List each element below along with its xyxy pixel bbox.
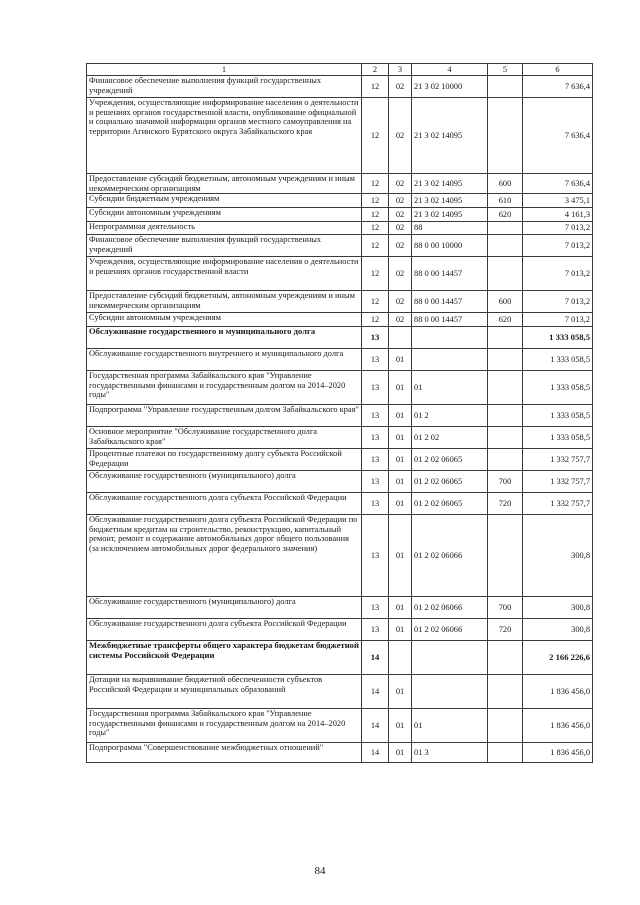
row-c6-cell: 1 836 456,0 [523,709,593,743]
row-c4-cell: 88 [412,222,488,235]
row-c2-cell: 13 [362,371,389,405]
row-c5-cell [488,515,523,597]
row-c6-cell: 1 836 456,0 [523,675,593,709]
row-c2-cell: 13 [362,597,389,619]
row-c6-cell: 1 332 757,7 [523,449,593,471]
row-c3-cell: 02 [389,313,412,327]
row-c6-cell: 1 333 058,5 [523,427,593,449]
row-c6-cell: 1 332 757,7 [523,471,593,493]
row-c3-cell: 01 [389,743,412,763]
table-row [87,493,593,515]
row-c5-cell [488,371,523,405]
row-c3-cell: 02 [389,174,412,194]
row-c5-cell [488,98,523,174]
table-row [87,76,593,98]
budget-table-sheet [86,63,592,763]
table-row [87,194,593,208]
row-c3-cell: 02 [389,235,412,257]
row-c2-cell: 12 [362,76,389,98]
row-c3-cell: 01 [389,449,412,471]
row-c5-cell: 700 [488,597,523,619]
row-c2-cell: 13 [362,349,389,371]
row-label-cell: Подпрограмма "Управление государственным долгом Забайкальского края" [87,405,362,427]
page-number: 84 [314,865,326,877]
row-c4-cell: 88 0 00 14457 [412,257,488,291]
row-label-cell: Предоставление субсидий бюджетным, автономным учреждениям и иным некоммерческим организациям [87,174,362,194]
row-c4-cell: 01 2 02 06065 [412,471,488,493]
row-c5-cell [488,641,523,675]
row-c6-cell: 1 333 058,5 [523,405,593,427]
table-row [87,619,593,641]
row-c3-cell: 02 [389,98,412,174]
row-c3-cell: 01 [389,619,412,641]
row-c5-cell: 720 [488,619,523,641]
row-c5-cell [488,222,523,235]
row-c4-cell: 01 2 02 06065 [412,449,488,471]
row-c4-cell [412,349,488,371]
row-c6-cell: 7 636,4 [523,76,593,98]
row-c2-cell: 12 [362,291,389,313]
row-c2-cell: 14 [362,641,389,675]
row-c5-cell [488,427,523,449]
row-c3-cell: 02 [389,194,412,208]
row-c3-cell [389,327,412,349]
row-c6-cell: 7 636,4 [523,98,593,174]
row-c3-cell: 02 [389,208,412,222]
row-label-cell: Государственная программа Забайкальского края "Управление государственными финансами и государственным долгом на 2014–2020 годы" [87,709,362,743]
row-c4-cell: 88 0 00 10000 [412,235,488,257]
row-label-cell: Обслуживание государственного долга субъекта Российской Федерации [87,493,362,515]
row-label-cell: Непрограммная деятельность [87,222,362,235]
row-c3-cell [389,641,412,675]
row-c6-cell: 7 013,2 [523,313,593,327]
row-c5-cell: 620 [488,208,523,222]
row-c5-cell: 720 [488,493,523,515]
row-label-cell: Обслуживание государственного и муниципального долга [87,327,362,349]
row-c3-cell: 01 [389,405,412,427]
row-c6-cell: 300,8 [523,619,593,641]
budget-table-body [87,64,593,763]
row-c4-cell: 01 3 [412,743,488,763]
row-c5-cell: 700 [488,471,523,493]
row-c6-cell: 300,8 [523,515,593,597]
row-c3-cell: 01 [389,493,412,515]
row-c6-cell: 1 333 058,5 [523,349,593,371]
row-c5-cell: 600 [488,174,523,194]
row-c5-cell [488,743,523,763]
row-c2-cell: 12 [362,208,389,222]
header-cell-1: 1 [87,64,362,76]
row-label-cell: Обслуживание государственного долга субъекта Российской Федерации [87,619,362,641]
row-c2-cell: 13 [362,471,389,493]
table-row [87,257,593,291]
row-label-cell: Обслуживание государственного (муниципального) долга [87,471,362,493]
row-c4-cell: 01 2 02 06066 [412,619,488,641]
header-cell-2: 2 [362,64,389,76]
row-c5-cell [488,235,523,257]
table-row [87,675,593,709]
row-c3-cell: 01 [389,515,412,597]
row-c3-cell: 01 [389,427,412,449]
table-row [87,235,593,257]
row-label-cell: Финансовое обеспечение выполнения функций государственных учреждений [87,235,362,257]
row-c2-cell: 13 [362,619,389,641]
row-label-cell: Учреждения, осуществляющие информирование населения о деятельности и решениях органов государственной власти, опубликование официальной и социально значимой информации органов местного самоуправления на территории Агинского Бурятского округа Забайкальского края [87,98,362,174]
row-c2-cell: 12 [362,257,389,291]
row-c3-cell: 02 [389,222,412,235]
row-c4-cell: 01 2 02 [412,427,488,449]
row-c4-cell: 88 0 00 14457 [412,313,488,327]
row-c2-cell: 14 [362,709,389,743]
row-c4-cell: 01 [412,371,488,405]
row-c2-cell: 13 [362,327,389,349]
table-row [87,208,593,222]
row-label-cell: Дотации на выравнивание бюджетной обеспеченности субъектов Российской Федерации и муниципальных образований [87,675,362,709]
row-c5-cell: 620 [488,313,523,327]
row-c2-cell: 13 [362,515,389,597]
row-label-cell: Финансовое обеспечение выполнения функций государственных учреждений [87,76,362,98]
row-label-cell: Подпрограмма "Совершенствование межбюджетных отношений" [87,743,362,763]
row-c4-cell [412,675,488,709]
row-c3-cell: 02 [389,257,412,291]
row-c5-cell [488,257,523,291]
table-row [87,427,593,449]
row-c3-cell: 01 [389,709,412,743]
table-header-row [87,64,593,76]
table-row [87,641,593,675]
row-label-cell: Обслуживание государственного внутреннего и муниципального долга [87,349,362,371]
row-c5-cell [488,76,523,98]
row-c2-cell: 12 [362,98,389,174]
table-row [87,222,593,235]
table-row [87,349,593,371]
row-c2-cell: 13 [362,493,389,515]
row-c2-cell: 12 [362,174,389,194]
row-label-cell: Субсидии автономным учреждениям [87,208,362,222]
table-row [87,597,593,619]
row-c3-cell: 01 [389,597,412,619]
row-c4-cell [412,327,488,349]
row-c3-cell: 01 [389,675,412,709]
row-label-cell: Субсидии автономным учреждениям [87,313,362,327]
row-c2-cell: 13 [362,405,389,427]
row-label-cell: Учреждения, осуществляющие информирование населения о деятельности и решениях органов государственной власти [87,257,362,291]
header-cell-5: 5 [488,64,523,76]
row-label-cell: Процентные платежи по государственному долгу субъекта Российской Федерации [87,449,362,471]
row-c6-cell: 2 166 226,6 [523,641,593,675]
row-c3-cell: 01 [389,471,412,493]
row-c5-cell: 610 [488,194,523,208]
row-c5-cell: 600 [488,291,523,313]
row-c6-cell: 1 332 757,7 [523,493,593,515]
table-row [87,291,593,313]
row-label-cell: Обслуживание государственного долга субъекта Российской Федерации по бюджетным кредитам на строительство, реконструкцию, капитальный ремонт, ремонт и содержание автомобильных дорог общего пользования (за исключением автомобильных дорог федерального значения) [87,515,362,597]
row-c4-cell: 01 2 02 06066 [412,597,488,619]
row-c2-cell: 12 [362,235,389,257]
row-c5-cell [488,327,523,349]
row-c4-cell: 88 0 00 14457 [412,291,488,313]
row-c6-cell: 7 636,4 [523,174,593,194]
header-cell-3: 3 [389,64,412,76]
row-c4-cell: 21 3 02 14095 [412,174,488,194]
row-c3-cell: 01 [389,371,412,405]
header-cell-4: 4 [412,64,488,76]
table-row [87,98,593,174]
row-c3-cell: 01 [389,349,412,371]
row-c4-cell: 21 3 02 14095 [412,194,488,208]
table-row [87,471,593,493]
row-c2-cell: 13 [362,427,389,449]
table-row [87,371,593,405]
row-c5-cell [488,449,523,471]
row-c5-cell [488,675,523,709]
row-label-cell: Межбюджетные трансферты общего характера бюджетам бюджетной системы Российской Федерации [87,641,362,675]
row-c6-cell: 7 013,2 [523,257,593,291]
row-c4-cell: 01 2 02 06066 [412,515,488,597]
row-c4-cell: 21 3 02 14095 [412,208,488,222]
row-c3-cell: 02 [389,76,412,98]
row-c2-cell: 14 [362,675,389,709]
row-c5-cell [488,709,523,743]
row-c6-cell: 300,8 [523,597,593,619]
row-label-cell: Основное мероприятие "Обслуживание государственного долга Забайкальского края" [87,427,362,449]
row-c4-cell: 21 3 02 14095 [412,98,488,174]
budget-table [86,63,593,763]
table-row [87,709,593,743]
row-label-cell: Предоставление субсидий бюджетным, автономным учреждениям и иным некоммерческим организациям [87,291,362,313]
header-cell-6: 6 [523,64,593,76]
row-c4-cell: 01 2 02 06065 [412,493,488,515]
row-c6-cell: 1 333 058,5 [523,327,593,349]
row-c3-cell: 02 [389,291,412,313]
row-c2-cell: 12 [362,313,389,327]
table-row [87,313,593,327]
row-c6-cell: 7 013,2 [523,222,593,235]
table-row [87,515,593,597]
row-c6-cell: 4 161,3 [523,208,593,222]
row-c6-cell: 7 013,2 [523,235,593,257]
row-c4-cell: 01 [412,709,488,743]
row-c2-cell: 12 [362,222,389,235]
row-c2-cell: 14 [362,743,389,763]
row-c4-cell [412,641,488,675]
row-c2-cell: 12 [362,194,389,208]
row-label-cell: Государственная программа Забайкальского края "Управление государственными финансами и государственным долгом на 2014–2020 годы" [87,371,362,405]
row-label-cell: Обслуживание государственного (муниципального) долга [87,597,362,619]
row-c6-cell: 3 475,1 [523,194,593,208]
table-row [87,405,593,427]
row-c4-cell: 01 2 [412,405,488,427]
row-c2-cell: 13 [362,449,389,471]
row-label-cell: Субсидии бюджетным учреждениям [87,194,362,208]
row-c4-cell: 21 3 02 10000 [412,76,488,98]
row-c5-cell [488,405,523,427]
table-row [87,449,593,471]
row-c6-cell: 1 333 058,5 [523,371,593,405]
row-c6-cell: 7 013,2 [523,291,593,313]
row-c6-cell: 1 836 456,0 [523,743,593,763]
row-c5-cell [488,349,523,371]
table-row [87,174,593,194]
table-row [87,327,593,349]
table-row [87,743,593,763]
